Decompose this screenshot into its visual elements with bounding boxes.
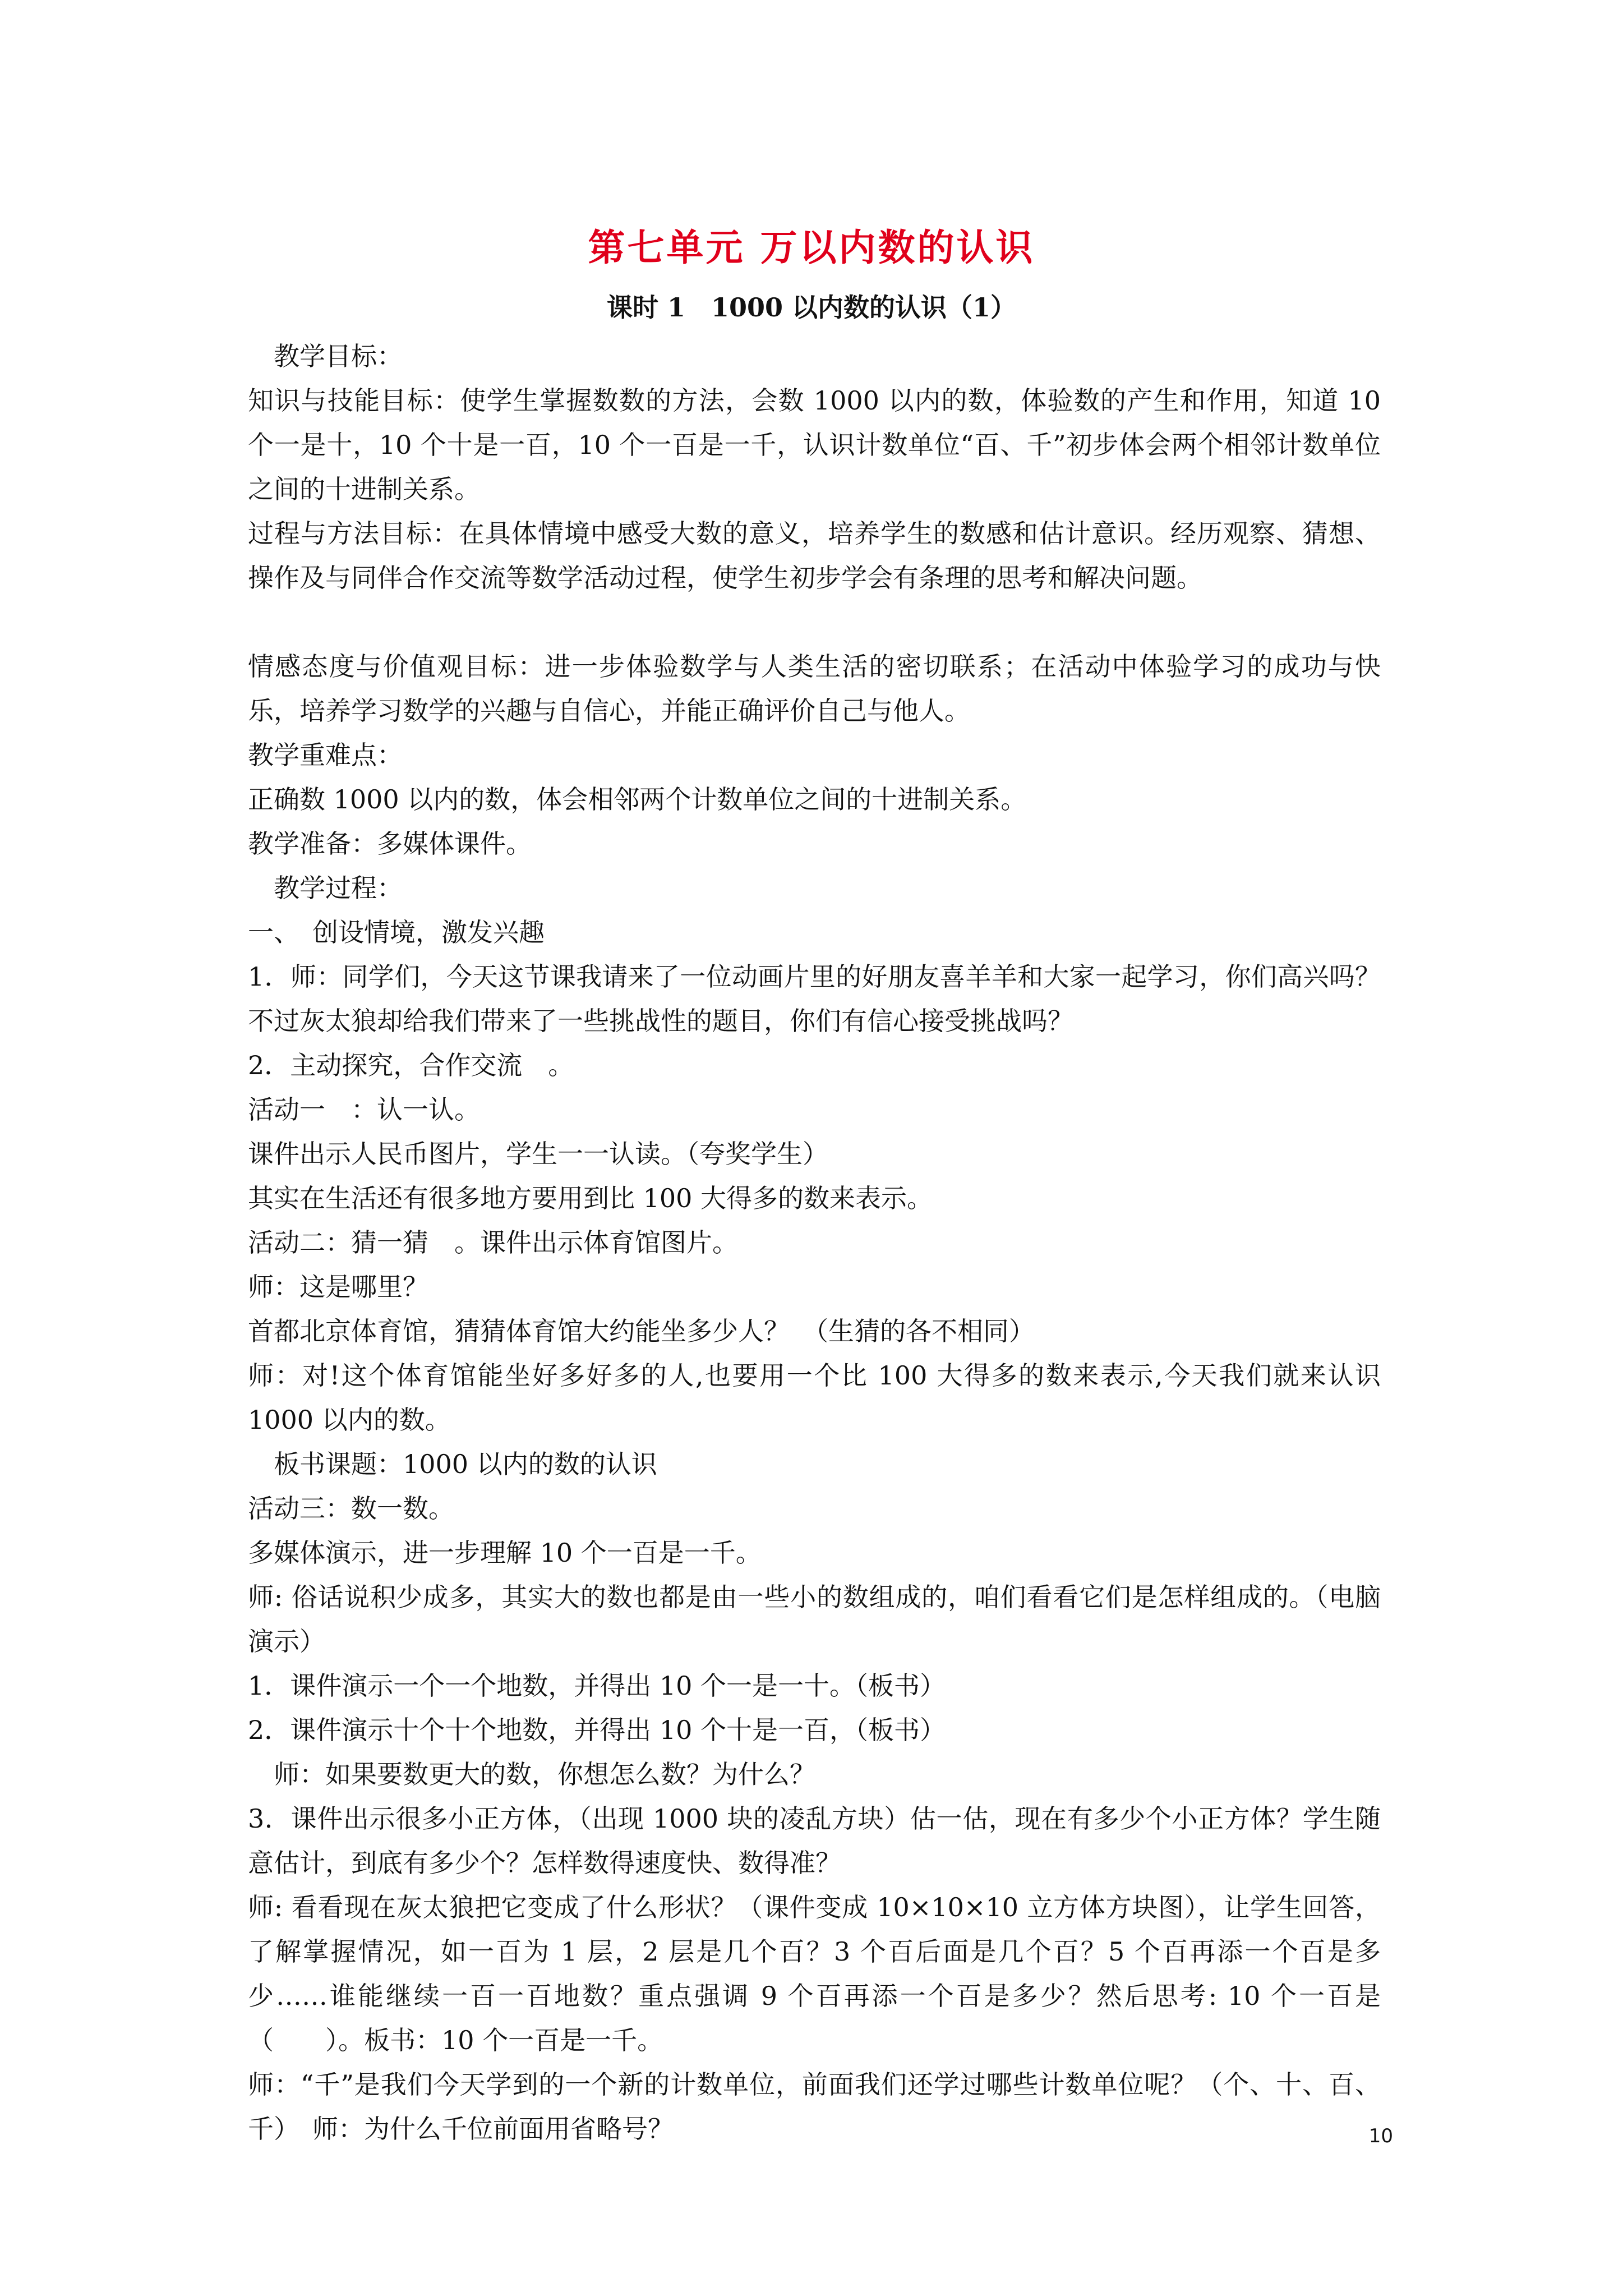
paragraph-teacher-answer: 师：对!这个体育馆能坐好多好多的人,也要用一个比 100 大得多的数来表示,今天我们就来认识 1000 以内的数。 — [248, 1360, 1381, 1435]
paragraph-knowledge-goal: 知识与技能目标：使学生掌握数数的方法，会数 1000 以内的数，体验数的产生和作用，知道 10 个一是十，10 个十是一百，10 个一百是一千，认识计数单位“百、千”初步体会两个相邻计数单位之间的十进制关系。 — [248, 385, 1381, 504]
paragraph-teacher-bigger-numbers: 师：如果要数更大的数，你想怎么数？为什么？ — [274, 1759, 815, 1789]
paragraph-thousand-unit: 师：“千”是我们今天学到的一个新的计数单位，前面我们还学过哪些计数单位呢？（个、十、百、千） 师：为什么千位前面用省略号？ — [248, 2069, 1381, 2144]
paragraph-key-points: 正确数 1000 以内的数，体会相邻两个计数单位之间的十进制关系。 — [248, 784, 1027, 815]
paragraph-activity-1: 活动一 ：认一认。 — [248, 1094, 480, 1125]
paragraph-preparation: 教学准备：多媒体课件。 — [248, 829, 532, 859]
blank-line — [248, 600, 1381, 645]
paragraph-demo-step-3: 3．课件出示很多小正方体，（出现 1000 块的凌乱方块）估一估，现在有多少个小正方体？学生随意估计，到底有多少个？怎样数得速度快、数得准？ — [248, 1803, 1381, 1878]
paragraph-process-goal: 过程与方法目标：在具体情境中感受大数的意义，培养学生的数感和估计意识。经历观察、猜想、操作及与同伴合作交流等数学活动过程，使学生初步学会有条理的思考和解决问题。 — [248, 518, 1381, 593]
page-title: 第七单元 万以内数的认识 — [588, 226, 1035, 269]
paragraph-process-heading: 教学过程： — [274, 873, 403, 903]
paragraph-demo-step-1: 1．课件演示一个一个地数，并得出 10 个一是一十。（板书） — [248, 1671, 946, 1701]
paragraph-activity-2: 活动二：猜一猜 。课件出示体育馆图片。 — [248, 1227, 738, 1258]
document-body — [248, 334, 1381, 2151]
paragraph-teaching-goals-heading: 教学目标： — [274, 341, 403, 371]
paragraph-activity-1-note: 其实在生活还有很多地方要用到比 100 大得多的数来表示。 — [248, 1183, 933, 1213]
paragraph-activity-1-detail: 课件出示人民币图片，学生一一认读。（夸奖学生） — [248, 1139, 828, 1169]
paragraph-attitude-goal: 情感态度与价值观目标：进一步体验数学与人类生活的密切联系；在活动中体验学习的成功与快乐，培养学习数学的兴趣与自信心，并能正确评价自己与他人。 — [248, 651, 1381, 726]
paragraph-cube-shape: 师: 看看现在灰太狼把它变成了什么形状？（课件变成 10×10×10 立方体方块图），让学生回答，了解掌握情况，如一百为 1 层，2 层是几个百？3 个百后面是几个百？5 个百再添一个百是多少……谁能继续一百一百地数？重点强调 9 个百再添一个百是多少？然后思考: 10 个一百是（ ）。板书：10 个一百是一千。 — [248, 1892, 1381, 2055]
paragraph-section-one: 一、 创设情境，激发兴趣 — [248, 917, 545, 947]
paragraph-step-1: 1．师：同学们，今天这节课我请来了一位动画片里的好朋友喜羊羊和大家一起学习，你们高兴吗？不过灰太狼却给我们带来了一些挑战性的题目，你们有信心接受挑战吗？ — [248, 961, 1381, 1036]
paragraph-key-points-heading: 教学重难点： — [248, 740, 403, 770]
paragraph-step-2: 2．主动探究，合作交流 。 — [248, 1050, 574, 1080]
paragraph-board-title: 板书课题：1000 以内的数的认识 — [274, 1449, 657, 1479]
lesson-title: 课时 1 1000 以内数的认识（1） — [606, 292, 1017, 323]
paragraph-multimedia-demo: 多媒体演示，进一步理解 10 个一百是一千。 — [248, 1538, 762, 1568]
paragraph-teacher-saying: 师: 俗话说积少成多，其实大的数也都是由一些小的数组成的，咱们看看它们是怎样组成的。（电脑演示） — [248, 1582, 1381, 1657]
paragraph-demo-step-2: 2．课件演示十个十个地数，并得出 10 个十是一百，（板书） — [248, 1715, 946, 1745]
paragraph-activity-3: 活动三：数一数。 — [248, 1493, 454, 1524]
page-number: 10 — [1368, 2125, 1393, 2147]
paragraph-stadium-guess: 首都北京体育馆，猜猜体育馆大约能坐多少人？ （生猜的各不相同） — [248, 1316, 1035, 1346]
paragraph-teacher-question: 师：这是哪里？ — [248, 1272, 428, 1302]
